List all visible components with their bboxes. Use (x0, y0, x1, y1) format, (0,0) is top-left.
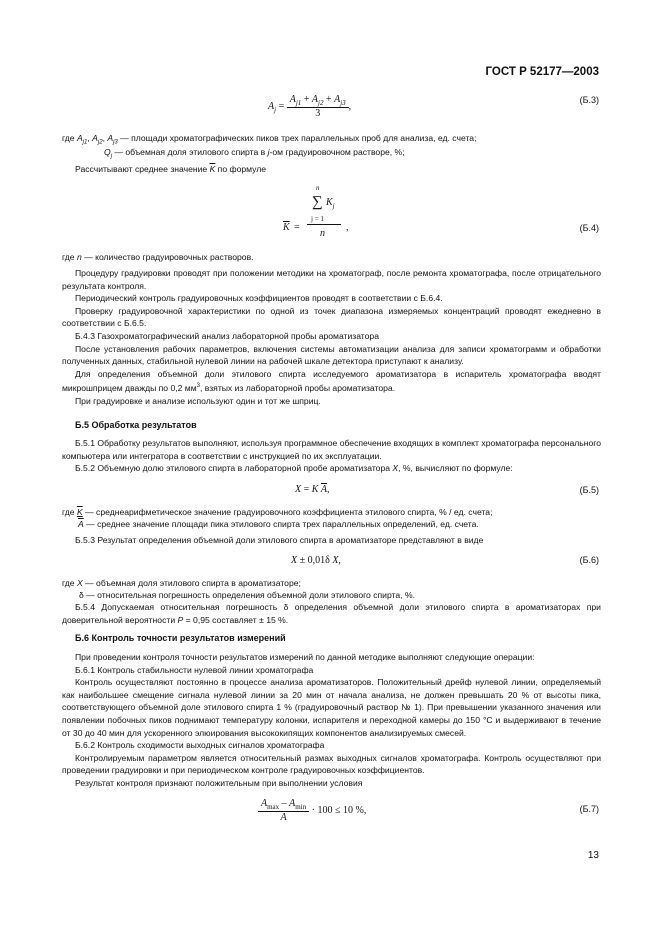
paragraph-same-syringe: При градуировке и анализе используют один и тот же шприц. (75, 395, 321, 406)
equation-number-b4: (Б.4) (579, 223, 599, 233)
paragraph-b53: Б.5.3 Результат определения объемной доли этилового спирта в ароматизаторе представляют в виде (75, 535, 484, 545)
subsection-b61-title: Б.6.1 Контроль стабильности нулевой линии хроматографа (75, 664, 314, 675)
paragraph-b62-condition: Результат контроля признают положительным при выполнении условия (75, 777, 363, 788)
subsection-b43-title: Б.4.3 Газохроматографический анализ лабораторной пробы ароматизатора (75, 330, 379, 341)
where-b6-line1: где X — объемная доля этилового спирта в ароматизаторе; (62, 578, 301, 588)
paragraph-after-setup: После установления рабочих параметров, включения системы автоматизации анализа для записи хроматограмм и обработки полученных данных, стабильной нулевой линии на рабочей шкале детектора приступают к анализу. (62, 343, 601, 367)
section-b5-heading: Б.5 Обработка результатов (75, 420, 197, 430)
paragraph-block-b5 (62, 437, 601, 475)
where-b6-line2: δ — относительная погрешность определения объемной доли этилового спирта, %. (79, 590, 415, 600)
paragraph-b61: Контроль осуществляют постоянно в процессе анализа ароматизаторов. Положительный дрейф нулевой линии, определяемый как наибольшее смещение сигнала нулевой линии за 20 мин от начала анализа, не должен превышать 20 % от высоты пика, соответствующего объемной доле этилового спирта 1 % (градуировочный раствор № 1). При превышении указанного значения или появлении побочных пиков поднимают температуру колонки, испарителя и переходной камеры до 150 °С и выдерживают в течение от 30 до 40 мин для ускоренного элюирования высококипящих компонентов анализируемых смесей. (62, 677, 601, 738)
paragraph-calibration-procedure: Процедуру градуировки проводят при положении методики на хроматограф, после ремонта хроматографа, после отрицательного результата контроля. (62, 268, 601, 291)
paragraph-b51: Б.5.1 Обработку результатов выполняют, используя программное обеспечение входящих в комплект хроматографа персонального компьютера или интегратора в соответствии с инструкцией по их эксплуатации. (62, 438, 601, 461)
where-b3-line1: где $A_{j1}$, $A_{j2}$, $A_{j3}$ — площади хроматографических пиков трех параллельных проб для анализа, ед. счета; (62, 133, 477, 146)
paragraph-injection: Для определения объемной доли этилового спирта исследуемого ароматизатора в испаритель хроматографа вводят микрошприцем дважды по 0,2 $мм^3$, взятых из лабораторной пробы ароматизатора. (62, 368, 601, 394)
paragraph-block-b6 (62, 651, 601, 790)
mean-k-intro: Рассчитывают среднее значение $\overline{K}$ по формуле (75, 164, 267, 174)
where-b5-line2: $\overline{A}$ — среднее значение площади пика этилового спирта трех параллельных определений, ед. счета. (78, 519, 479, 529)
paragraph-b6-intro: При проведении контроля точности результатов измерений по данной методике выполняют следующие операции: (75, 652, 535, 662)
equation-number-b7: (Б.7) (579, 804, 599, 814)
paragraph-block-b43 (62, 267, 601, 407)
document-id: ГОСТ Р 52177—2003 (485, 66, 599, 78)
formula-b5: X = K $\overline{A}$, (295, 484, 330, 495)
where-b3-line2: $Q_j$ — объемная доля этилового спирта в j-ом градуировочном растворе, %; (104, 147, 405, 160)
equation-number-b5: (Б.5) (579, 485, 599, 495)
paragraph-daily-check: Проверку градуировочной характеристики по одной из точек диапазона измеряемых концентраций проводят ежедневно в соответствии с Б.6.5. (62, 305, 601, 329)
where-b5-line1: где K — среднеарифметическое значение градуировочного коэффициента этилового спирта, % / ед. счета; (62, 507, 493, 517)
formula-b7: $\frac{A_{max} - A_{min}}{A}$ · 100 ≤ 10 %, (258, 798, 366, 823)
page-number: 13 (587, 850, 599, 861)
subsection-b62-title: Б.6.2 Контроль сходимости выходных сигналов хроматографа (75, 740, 325, 751)
equation-number-b6: (Б.6) (579, 555, 599, 565)
paragraph-b62: Контролируемым параметром является относительный размах выходных сигналов хроматографа. Контроль осуществляют при проведении градуировки и при периодическом контроле градуировочных коэффициентов. (62, 752, 601, 776)
paragraph-periodic-control: Периодический контроль градуировочных коэффициентов проводят в соответствии с Б.6.4. (75, 293, 443, 304)
paragraph-b52: Б.5.2 Объемную долю этилового спирта в лабораторной пробе ароматизатора X, %, вычисляют по формуле: (75, 463, 513, 474)
paragraph-b54: Б.5.4 Допускаемая относительная погрешность δ определения объемной доли этилового спирта в ароматизаторах при доверительной вероятности P = 0,95 составляет ± 15 %. (62, 602, 601, 625)
where-b4: где n — количество градуировочных растворов. (62, 252, 254, 262)
formula-b6: X ± 0,01δ X, (291, 555, 341, 566)
formula-b3: $A_j$ = $\frac{A_{j1} + A_{j2} + A_{j3}}{3}$ , (268, 94, 352, 119)
formula-b4: n ∑ $K_j$ j = 1 $\overline{K}$ = n , (283, 184, 349, 239)
equation-number-b3: (Б.3) (579, 95, 599, 105)
section-b6-heading: Б.6 Контроль точности результатов измерений (75, 633, 286, 643)
